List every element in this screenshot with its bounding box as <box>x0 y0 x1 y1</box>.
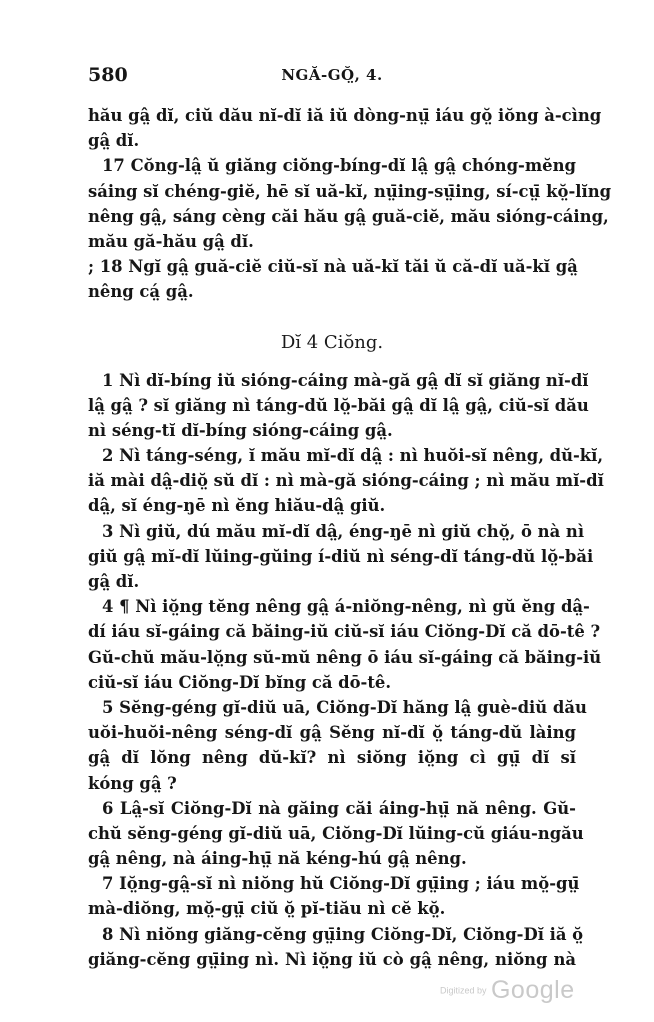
text-line: gâ̤ dĭ. <box>88 572 140 591</box>
verse-line: 8 Nì niŏng giăng-cĕng gṳ̄ing Ciŏng-Dĭ, Ciŏng-Dĭ iă ŏ̤ <box>102 924 584 944</box>
running-head <box>88 64 576 90</box>
text-line: gâ̤ dĭ lŏng nêng dŭ-kĭ? nì siŏng iŏ̤ng cì gṳ̄ dĭ sĭ <box>88 748 576 768</box>
text-line: gâ̤ nêng, nà áing-hṳ̄ nă kéng-hú gâ̤ nêng. <box>88 849 467 869</box>
digitized-watermark <box>440 976 580 1006</box>
text-line: gâ̤ dĭ. <box>88 131 140 151</box>
text-line: hău gâ̤ dĭ, ciŭ dău nĭ-dĭ iă iŭ dòng-nṳ̄ iáu gŏ̤ iŏng à-cìng <box>88 106 602 125</box>
text-line: dí iáu sĭ-gáing că băing-iŭ ciŭ-sĭ iáu Ciŏng-Dĭ că dō-tê ? <box>88 622 601 642</box>
main-text <box>88 103 612 972</box>
text-line: Gŭ-chŭ mău-lŏ̤ng sŭ-mŭ nêng ō iáu sĭ-gáing că băing-iŭ <box>88 647 602 667</box>
chapter-heading-text: Dĭ 4 Ciŏng. <box>280 331 384 353</box>
verse-line: 17 Cŏng-lâ̤ ŭ giăng ciŏng-bíng-dĭ lâ̤ gâ̤ chóng-mĕng <box>102 156 576 176</box>
text-line: iă mài dâ̤-diŏ̤ sŭ dĭ : nì mà-gă sióng-cáing ; nì mău mĭ-dĭ <box>88 471 604 491</box>
text-line: giăng-cĕng gṳ̄ing nì. Nì iŏ̤ng iŭ cò gâ̤ nêng, niŏng nà <box>88 949 576 969</box>
text-line: nêng gâ̤, sáng cèng căi hău gâ̤ guă-ciĕ, mău sióng-cáing, <box>88 206 609 226</box>
google-logo: Google <box>490 976 575 1004</box>
passage-chapter-4 <box>88 368 604 973</box>
verse-line: 2 Nì táng-séng, ĭ mău mĭ-dĭ dâ̤ : nì huŏi-sĭ nêng, dŭ-kĭ, <box>102 446 604 466</box>
text-line: sáing sĭ chéng-giĕ, hē sĭ uă-kĭ, nṳ̄ing-sṳ̄ing, sí-cṳ̄ kŏ̤-lĭng <box>88 181 612 201</box>
verse-line: 1 Nì dĭ-bíng iŭ sióng-cáing mà-gă gâ̤ dĭ sĭ giăng nĭ-dĭ <box>102 370 589 390</box>
text-line: mà-diŏng, mŏ̤-gṳ̄ ciŭ ŏ̤ pĭ-tiău nì cĕ kŏ̤. <box>88 899 446 919</box>
text-line: kóng gâ̤ ? <box>88 773 177 793</box>
text-line: chŭ sĕng-géng gĭ-diŭ uā, Ciŏng-Dĭ lŭing-cŭ giáu-ngău <box>88 823 584 843</box>
section-gap <box>88 305 576 326</box>
heading-gap <box>88 360 576 368</box>
text-line: lâ̤ gâ̤ ? sĭ giăng nì táng-dŭ lŏ̤-băi gâ̤ dĭ lâ̤ gâ̤, ciŭ-sĭ dău <box>88 395 589 415</box>
text-line: uŏi-huŏi-nêng séng-dĭ gâ̤ Sĕng nĭ-dĭ ŏ̤ táng-dŭ làing <box>88 723 576 743</box>
passage-verses-16-18 <box>88 103 612 305</box>
verse-line: ; 18 Ngĭ gâ̤ guă-ciĕ ciŭ-sĭ nà uă-kĭ tăi ŭ că-dĭ uă-kĭ gâ̤ <box>88 257 578 277</box>
running-title: NGĂ-GŎ̤, 4. <box>281 66 383 84</box>
verse-line: 7 Iŏ̤ng-gâ̤-sĭ nì niŏng hŭ Ciŏng-Dĭ gṳ̄ing ; iáu mŏ̤-gṳ̄ <box>102 874 580 894</box>
watermark-prefix: Digitized by <box>440 985 487 996</box>
verse-line: 3 Nì giŭ, dú mău mĭ-dĭ dâ̤, éng-ŋē nì giŭ chŏ̤, ō nà nì <box>102 521 585 541</box>
text-line: ciŭ-sĭ iáu Ciŏng-Dĭ bĭng că dō-tê. <box>88 672 392 692</box>
page-number: 580 <box>88 64 128 86</box>
text-line: mău gă-hău gâ̤ dĭ. <box>88 231 254 251</box>
verse-line: 6 Lâ̤-sĭ Ciŏng-Dĭ nà găing căi áing-hṳ̄ nă nêng. Gŭ- <box>102 798 576 818</box>
chapter-heading <box>88 326 576 360</box>
verse-line: 5 Sĕng-géng gĭ-diŭ uā, Ciŏng-Dĭ hăng lâ̤ guè-diŭ dău <box>102 697 587 717</box>
verse-line: 4 ¶ Nì iŏ̤ng tĕng nêng gâ̤ á-niŏng-nêng, nì gŭ ĕng dâ̤- <box>102 597 590 617</box>
text-line: dâ̤, sĭ éng-ŋē nì ĕng hiău-dâ̤ giŭ. <box>88 496 386 516</box>
text-line: giŭ gâ̤ mĭ-dĭ lŭing-gŭing í-diŭ nì séng-dĭ táng-dŭ lŏ̤-băi <box>88 546 594 566</box>
text-line: nì séng-tĭ dĭ-bíng sióng-cáing gâ̤. <box>88 420 393 440</box>
text-line: nêng cá̤ gâ̤. <box>88 282 194 302</box>
